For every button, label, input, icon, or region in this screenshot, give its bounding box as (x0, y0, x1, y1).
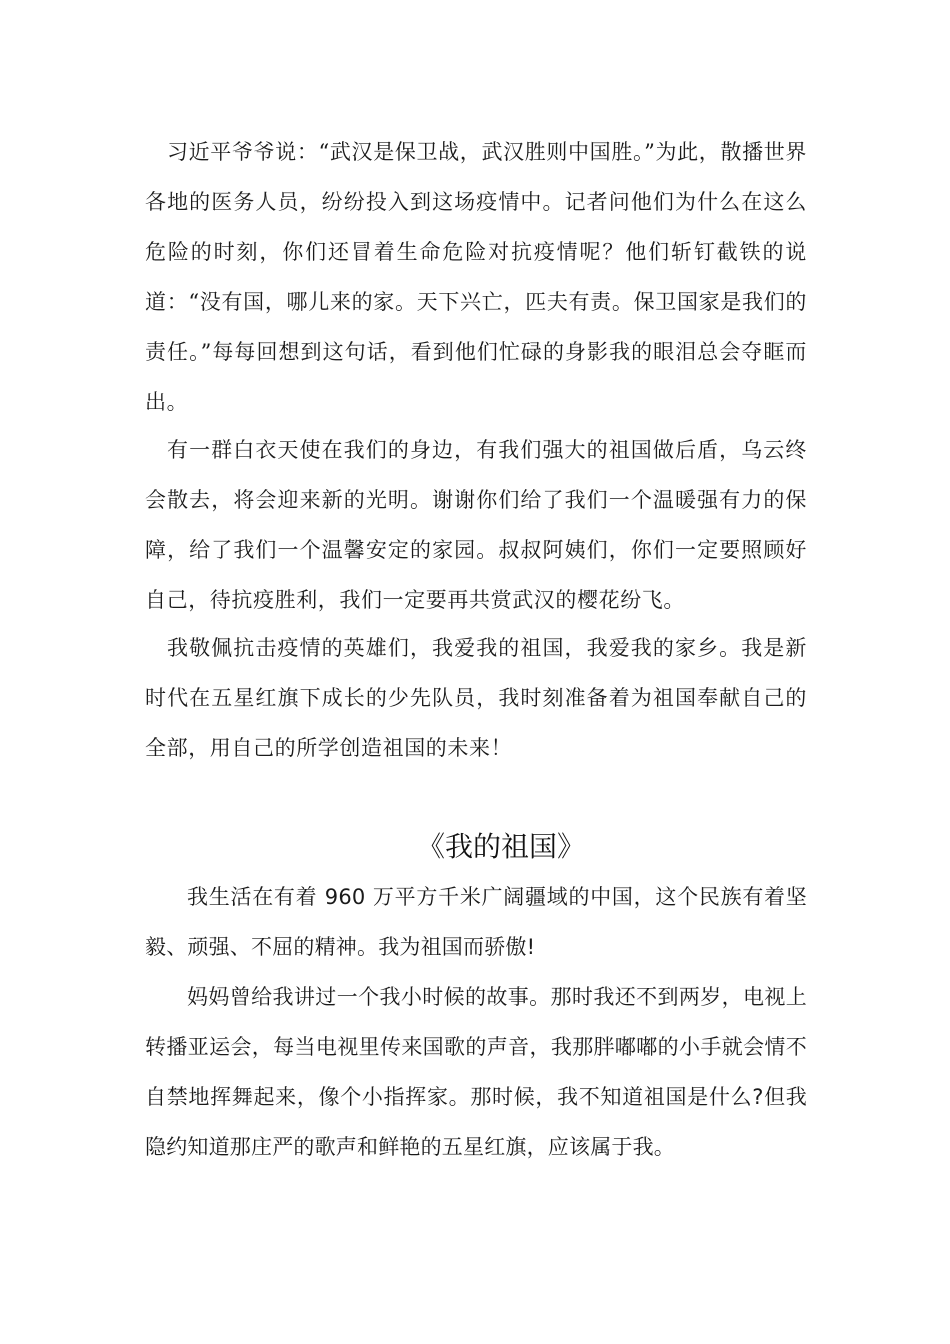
paragraph-xi-quote: 习近平爷爷说：“武汉是保卫战，武汉胜则中国胜。”为此，散播世界各地的医务人员，纷纷投入到这场疫情中。记者问他们为什么在这么危险的时刻，你们还冒着生命危险对抗疫情呢？他们斩钉截铁的说道：“没有国，哪儿来的家。天下兴亡，匹夫有责。保卫国家是我们的责任。”每每回想到这句话，看到他们忙碌的身影我的眼泪总会夺眶而出。 (145, 140, 807, 414)
section-title: 《我的祖国》 (416, 830, 585, 863)
paragraph-heroes: 我敬佩抗击疫情的英雄们，我爱我的祖国，我爱我的家乡。我是新时代在五星红旗下成长的少先队员，我时刻准备着为祖国奉献自己的全部，用自己的所学创造祖国的未来！ (145, 636, 807, 760)
paragraph-childhood-story: 妈妈曾给我讲过一个我小时候的故事。那时我还不到两岁，电视上转播亚运会，每当电视里传来国歌的声音，我那胖嘟嘟的小手就会情不自禁地挥舞起来，像个小指挥家。那时候，我不知道祖国是什么?但我隐约知道那庄严的歌声和鲜艳的五星红旗，应该属于我。 (145, 985, 807, 1159)
paragraph-country-intro: 我生活在有着 960 万平方千米广阔疆域的中国，这个民族有着坚毅、顽强、不屈的精神。我为祖国而骄傲! (145, 885, 807, 959)
paragraph-white-angels: 有一群白衣天使在我们的身边，有我们强大的祖国做后盾，乌云终会散去，将会迎来新的光明。谢谢你们给了我们一个温暖强有力的保障，给了我们一个温馨安定的家园。叔叔阿姨们，你们一定要照顾好自己，待抗疫胜利，我们一定要再共赏武汉的樱花纷飞。 (145, 438, 807, 612)
